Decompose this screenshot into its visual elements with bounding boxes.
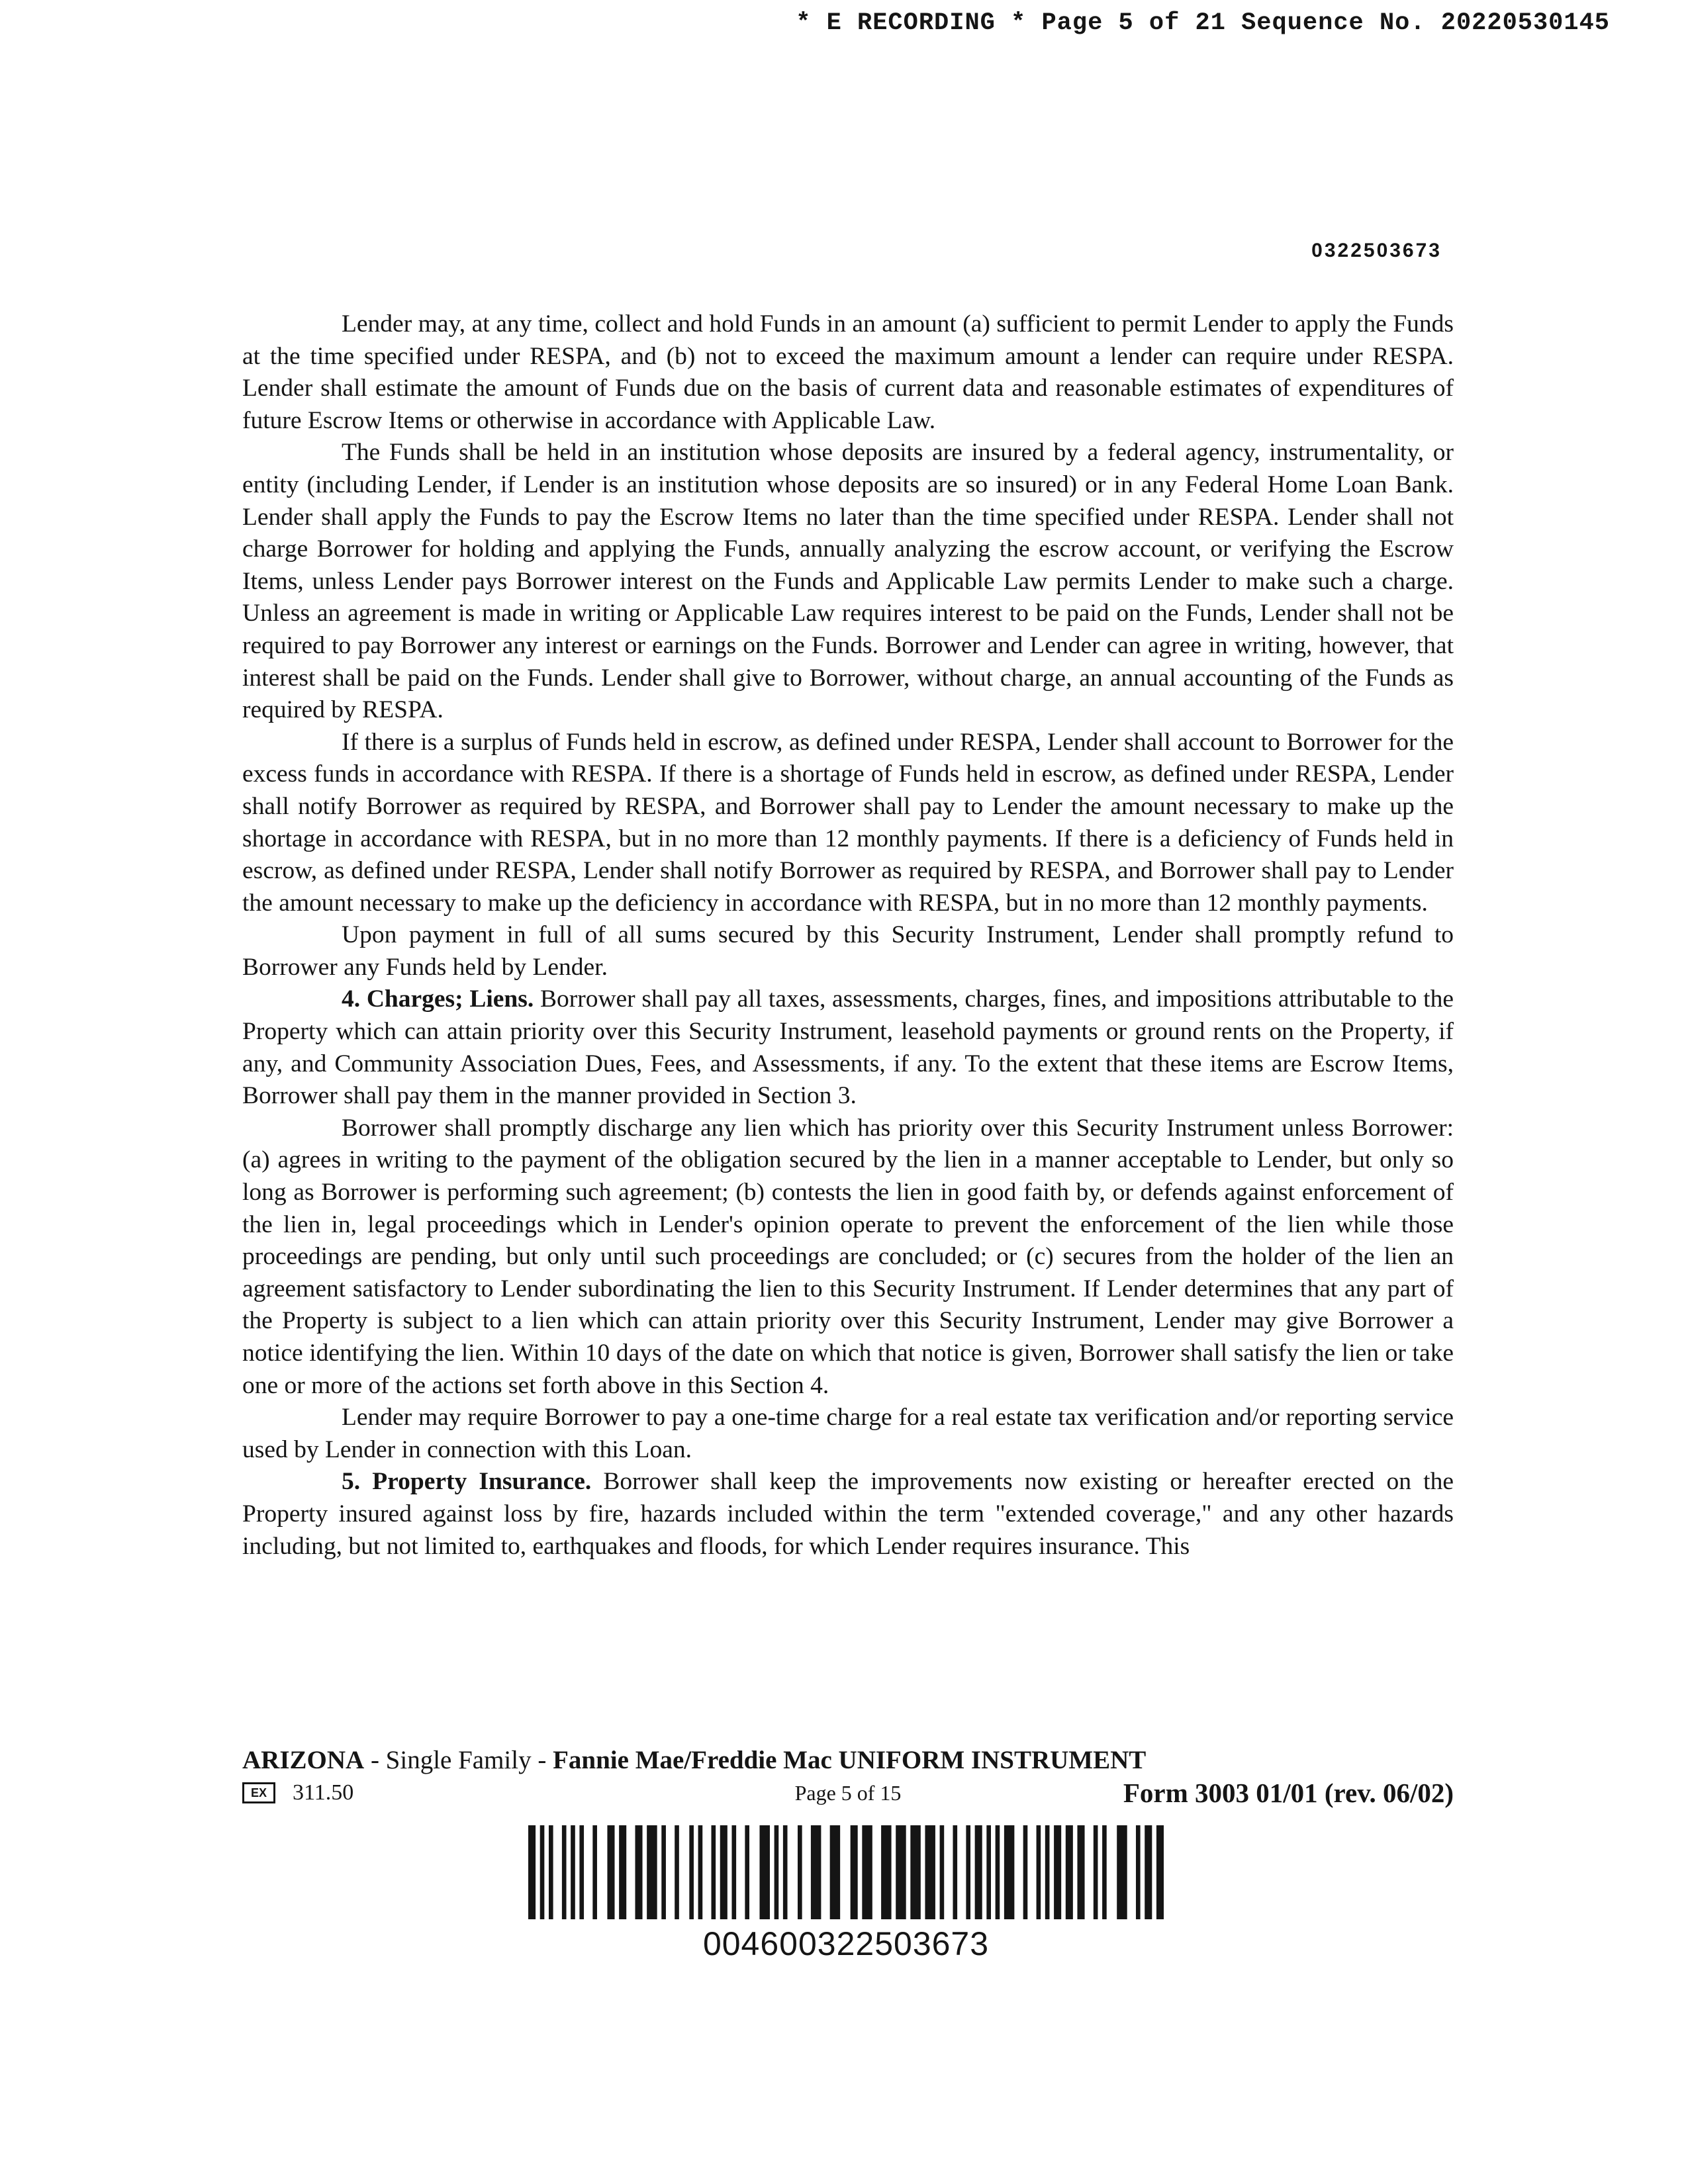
barcode-bar (619, 1825, 626, 1919)
barcode-bar (1054, 1825, 1061, 1919)
barcode-bar (759, 1825, 769, 1919)
barcode-bar (896, 1825, 906, 1919)
barcode (528, 1825, 1164, 1919)
barcode-bar (975, 1825, 982, 1919)
barcode-bar (1004, 1825, 1014, 1919)
barcode-bar (540, 1825, 545, 1919)
barcode-bar (996, 1825, 1000, 1919)
barcode-bar (1045, 1825, 1050, 1919)
section-4-heading: 4. Charges; Liens. (342, 985, 534, 1013)
barcode-bar (607, 1825, 614, 1919)
barcode-bar (986, 1825, 991, 1919)
barcode-bar (712, 1825, 716, 1919)
barcode-number: 004600322503673 (702, 1925, 990, 1962)
barcode-bar (549, 1825, 553, 1919)
barcode-bar (851, 1825, 858, 1919)
section-4-charges-liens (242, 983, 1454, 1112)
barcode-bar (528, 1825, 536, 1919)
barcode-bar (562, 1825, 567, 1919)
barcode-bar (731, 1825, 736, 1919)
section-5-property-insurance (242, 1466, 1454, 1563)
barcode-bar (783, 1825, 788, 1919)
barcode-bar (940, 1825, 945, 1919)
barcode-bar (910, 1825, 920, 1919)
form-footer (242, 1745, 1454, 1809)
barcode-bar (1117, 1825, 1127, 1919)
footer-separator: - Single Family - (364, 1746, 553, 1774)
barcode-bar (1145, 1825, 1152, 1919)
footer-line-2 (242, 1776, 1454, 1809)
barcode-bar (1102, 1825, 1107, 1919)
barcode-bar (689, 1825, 694, 1919)
barcode-bar (1023, 1825, 1028, 1919)
barcode-bar (1037, 1825, 1041, 1919)
barcode-bar (1094, 1825, 1098, 1919)
barcode-bar (592, 1825, 597, 1919)
recording-header: * E RECORDING * Page 5 of 21 Sequence No. 20220530145 (796, 9, 1610, 37)
footer-state: ARIZONA (242, 1746, 365, 1774)
barcode-bar (647, 1825, 657, 1919)
barcode-bar (830, 1825, 840, 1919)
barcode-bar (571, 1825, 575, 1919)
barcode-bar (675, 1825, 679, 1919)
section-5-text: Borrower shall keep the improvements now existing or hereafter erected on the Property insured against loss by fire, hazards included within the term "extended coverage," and any other hazards including, but not limited to, earthquakes and floods, for which Lender requires insurance. This (242, 1468, 1454, 1560)
barcode-bar (1077, 1825, 1084, 1919)
barcode-bar (953, 1825, 957, 1919)
paragraph-escrow-funds-held: The Funds shall be held in an institution whose deposits are insured by a federal agency, instrumentality, or entity (including Lender, if Lender is an institution whose deposits are so insured) or in any Federal Home Loan Bank. Lender shall apply the Funds to pay the Escrow Items no later than the time specified under RESPA. Lender shall not charge Borrower for holding and applying the Funds, annually analyzing the escrow account, or verifying the Escrow Items, unless Lender pays Borrower interest on the Funds and Applicable Law permits Lender to make such a charge. Unless an agreement is made in writing or Applicable Law requires interest to be paid on the Funds, Lender shall not be required to pay Borrower any interest or earnings on the Funds. Borrower and Lender can agree in writing, however, that interest shall be paid on the Funds. Lender shall give to Borrower, without charge, an annual accounting of the Funds as required by RESPA. (242, 439, 1454, 724)
barcode-bar (745, 1825, 749, 1919)
section-4-text: Borrower shall pay all taxes, assessments, charges, fines, and impositions attributable to the Property which can attain priority over this Security Instrument, leasehold payments or ground rents on the Property, if any, and Community Association Dues, Fees, and Assessments, if any. To the extent that these items are Escrow Items, Borrower shall pay them in the manner provided in Section 3. (242, 985, 1454, 1110)
barcode-bar (798, 1825, 802, 1919)
barcode-bar (925, 1825, 935, 1919)
barcode-bar (862, 1825, 872, 1919)
barcode-bar (698, 1825, 703, 1919)
barcode-bar (811, 1825, 821, 1919)
footer-title (242, 1745, 1454, 1776)
barcode-bar (774, 1825, 779, 1919)
barcode-bar (966, 1825, 970, 1919)
loan-number: 0322503673 (1311, 240, 1442, 261)
barcode-bar (881, 1825, 891, 1919)
document-body (242, 308, 1454, 1563)
barcode-bar (1136, 1825, 1141, 1919)
form-number: Form 3003 01/01 (rev. 06/02) (1123, 1778, 1454, 1808)
paragraph-tax-verification: Lender may require Borrower to pay a one-time charge for a real estate tax verification and/or reporting service used by Lender in connection with this Loan. (242, 1404, 1454, 1463)
paragraph-lien-discharge: Borrower shall promptly discharge any lien which has priority over this Security Instrument unless Borrower: (a) agrees in writing to the payment of the obligation secured by the lien in a manner acceptable to Lender, but only so long as Borrower is performing such agreement; (b) contests the lien in good faith by, or defends against enforcement of the lien in, legal proceedings which in Lender's opinion operate to prevent the enforcement of the lien while those proceedings are pending, but only until such proceedings are concluded; or (c) secures from the holder of the lien an agreement satisfactory to Lender subordinating the lien to this Security Instrument. If Lender determines that any part of the Property is subject to a lien which can attain priority over this Security Instrument, Lender may give Borrower a notice identifying the lien. Within 10 days of the date on which that notice is given, Borrower shall satisfy the lien or take one or more of the actions set forth above in this Section 4. (242, 1114, 1454, 1399)
barcode-bar (1066, 1825, 1073, 1919)
barcode-bar (661, 1825, 666, 1919)
footer-instrument: Fannie Mae/Freddie Mac UNIFORM INSTRUMENT (553, 1746, 1147, 1774)
form-code-number: 311.50 (293, 1780, 354, 1805)
page-number: Page 5 of 15 (794, 1781, 902, 1805)
paragraph-escrow-surplus-shortage: If there is a surplus of Funds held in escrow, as defined under RESPA, Lender shall account to Borrower for the excess funds in accordance with RESPA. If there is a shortage of Funds held in escrow, as defined under RESPA, Lender shall notify Borrower as required by RESPA, and Borrower shall pay to Lender the amount necessary to make up the shortage in accordance with RESPA, but in no more than 12 monthly payments. If there is a deficiency of Funds held in escrow, as defined under RESPA, Lender shall notify Borrower as required by RESPA, and Borrower shall pay to Lender the amount necessary to make up the deficiency in accordance with RESPA, but in no more than 12 monthly payments. (242, 728, 1454, 917)
paragraph-escrow-refund: Upon payment in full of all sums secured by this Security Instrument, Lender shall promptly refund to Borrower any Funds held by Lender. (242, 921, 1454, 981)
section-5-heading: 5. Property Insurance. (342, 1468, 592, 1496)
barcode-bar (635, 1825, 642, 1919)
barcode-bars (528, 1825, 1164, 1919)
form-code-icon: EX (242, 1782, 275, 1803)
paragraph-escrow-funds-collection: Lender may, at any time, collect and hold Funds in an amount (a) sufficient to permit Lender to apply the Funds at the time specified under RESPA, and (b) not to exceed the maximum amount a lender can require under RESPA. Lender shall estimate the amount of Funds due on the basis of current data and reasonable estimates of expenditures of future Escrow Items or otherwise in accordance with Applicable Law. (242, 310, 1454, 434)
barcode-bar (1156, 1825, 1164, 1919)
barcode-bar (579, 1825, 584, 1919)
barcode-bar (720, 1825, 727, 1919)
